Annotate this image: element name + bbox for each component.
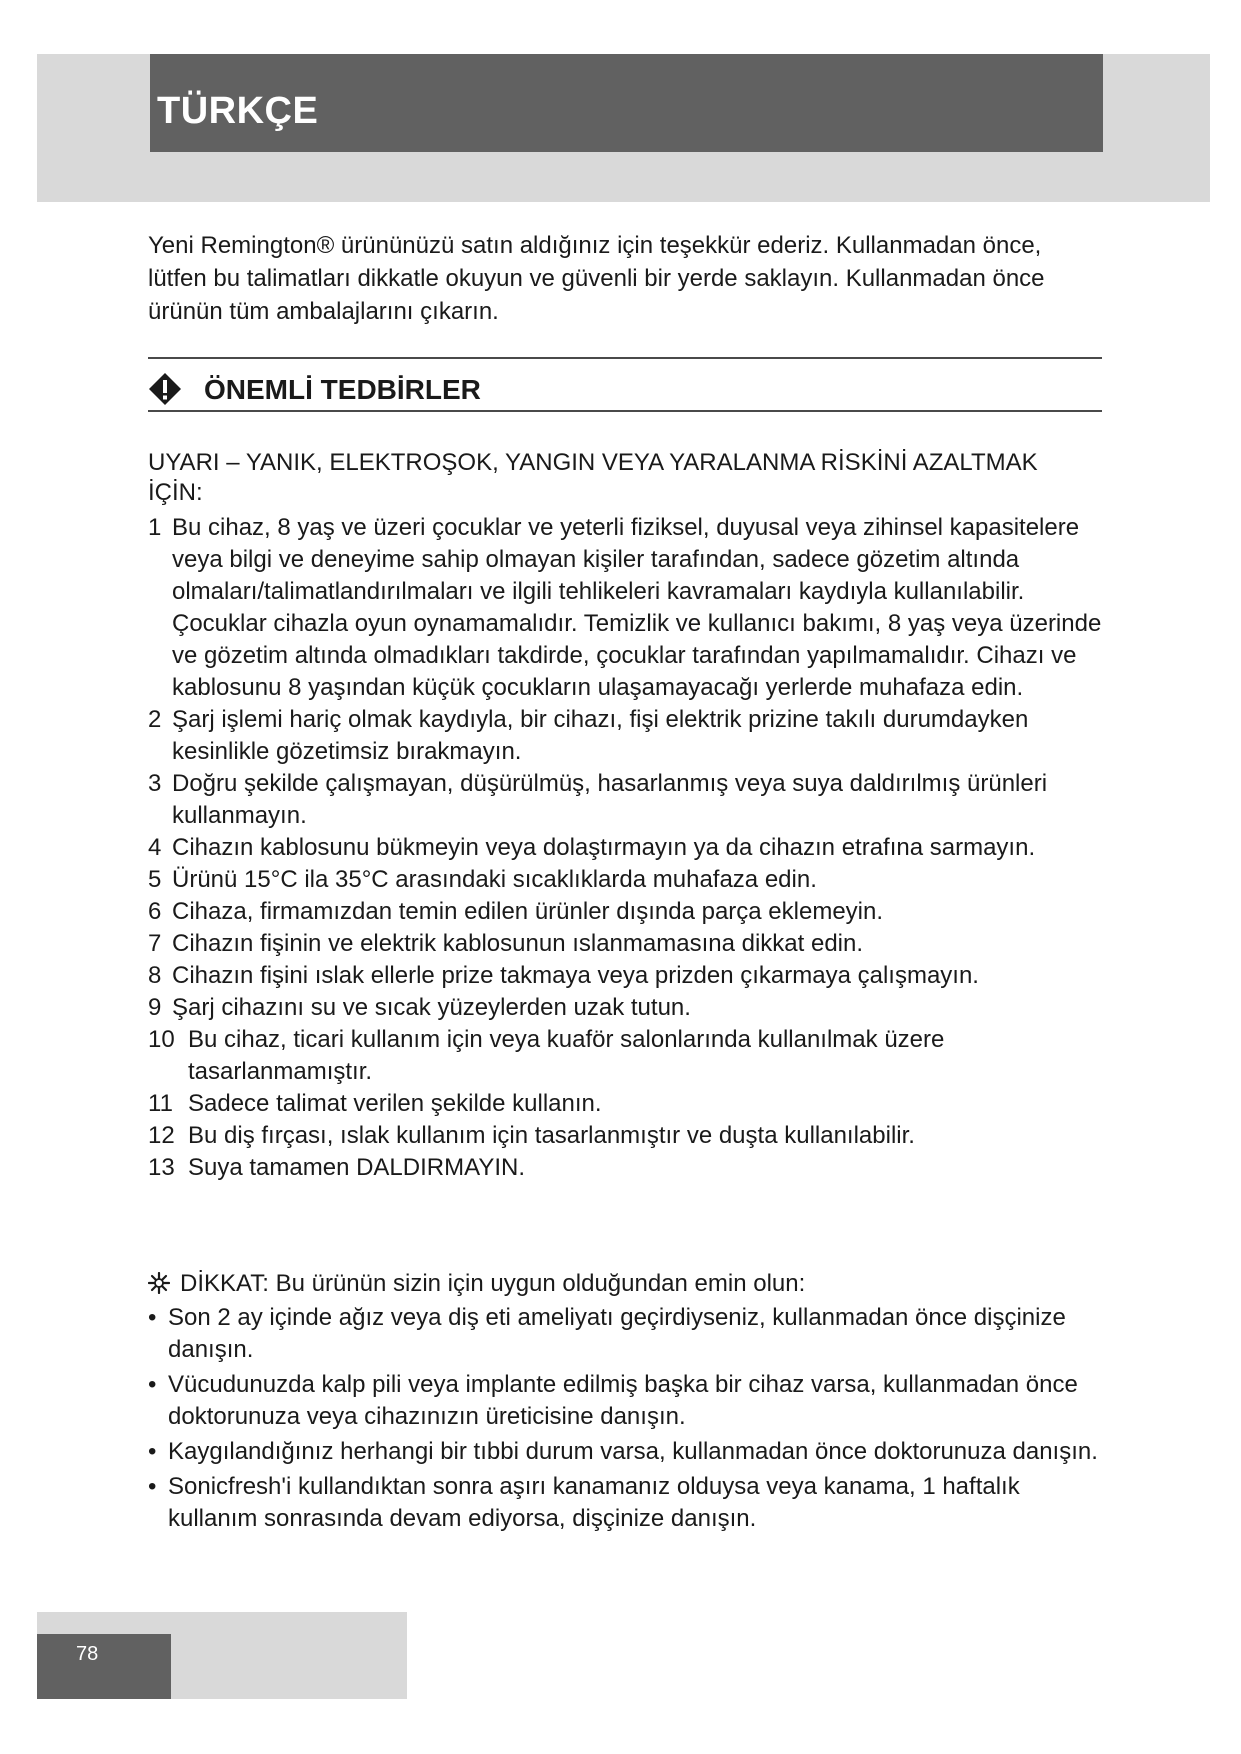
bullet-dot: • (148, 1473, 157, 1500)
bullet-dot: • (148, 1304, 157, 1331)
item-text: Suya tamamen DALDIRMAYIN. (188, 1154, 525, 1181)
bullet-dot: • (148, 1371, 157, 1398)
list-item (148, 512, 1108, 704)
item-text: Doğru şekilde çalışmayan, düşürülmüş, hasarlanmış veya suya daldırılmış ürünleri kullanmayın. (172, 770, 1048, 829)
intro-paragraph: Yeni Remington® ürününüzü satın aldığınız için teşekkür ederiz. Kullanmadan önce, lütfen bu talimatları dikkatle okuyun ve güvenli bir yerde saklayın. Kullanmadan önce ürünün tüm ambalajlarını çıkarın. (148, 232, 1045, 325)
list-item (148, 832, 1108, 864)
item-number: 2 (148, 706, 162, 733)
item-number: 13 (148, 1154, 175, 1181)
list-item (148, 1088, 1108, 1120)
item-number: 9 (148, 994, 162, 1021)
item-number: 5 (148, 866, 162, 893)
bullet-item (148, 1302, 1108, 1366)
warning-heading: UYARI – YANIK, ELEKTROŞOK, YANGIN VEYA YARALANMA RİSKİNİ AZALTMAK İÇİN: (148, 449, 1038, 506)
caution-star-icon (148, 1272, 170, 1294)
item-text: Şarj cihazını su ve sıcak yüzeylerden uzak tutun. (172, 994, 691, 1021)
item-text: Cihazın fişinin ve elektrik kablosunun ıslanmamasına dikkat edin. (172, 930, 864, 957)
list-item (148, 1024, 1108, 1088)
bullet-text: Vücudunuzda kalp pili veya implante edilmiş başka bir cihaz varsa, kullanmadan önce doktorunuza veya cihazınızın üreticisine danışın. (168, 1371, 1078, 1430)
list-item (148, 896, 1108, 928)
item-text: Bu diş fırçası, ıslak kullanım için tasarlanmıştır ve duşta kullanılabilir. (188, 1122, 915, 1149)
language-title: TÜRKÇE (157, 90, 319, 132)
item-number: 1 (148, 514, 162, 541)
section-rule-bottom (148, 410, 1102, 412)
precautions-list (148, 512, 1108, 1184)
bullet-item (148, 1436, 1108, 1468)
section-title: ÖNEMLİ TEDBİRLER (204, 374, 481, 405)
list-item (148, 768, 1108, 832)
list-item (148, 960, 1108, 992)
list-item (148, 864, 1108, 896)
list-item (148, 1120, 1108, 1152)
item-text: Şarj işlemi hariç olmak kaydıyla, bir cihazı, fişi elektrik prizine takılı durumdayken kesinlikle gözetimsiz bırakmayın. (172, 706, 1029, 765)
page-number: 78 (76, 1643, 99, 1665)
caution-text: DİKKAT: Bu ürünün sizin için uygun olduğundan emin olun: (180, 1270, 806, 1297)
footer-box (37, 1634, 171, 1699)
list-item (148, 928, 1108, 960)
item-text: Bu cihaz, ticari kullanım için veya kuaför salonlarında kullanılmak üzere tasarlanmamıştır. (188, 1026, 945, 1085)
item-text: Cihaza, firmamızdan temin edilen ürünler dışında parça eklemeyin. (172, 898, 884, 925)
list-item (148, 1152, 1108, 1184)
warning-diamond-icon (148, 372, 182, 406)
item-text: Cihazın kablosunu bükmeyin veya dolaştırmayın ya da cihazın etrafına sarmayın. (172, 834, 1036, 861)
section-rule-top (148, 357, 1102, 359)
bullet-item (148, 1369, 1108, 1433)
item-text: Cihazın fişini ıslak ellerle prize takmaya veya prizden çıkarmaya çalışmayın. (172, 962, 979, 989)
bullet-text: Sonicfresh'i kullandıktan sonra aşırı kanamanız olduysa veya kanama, 1 haftalık kullanım sonrasında devam ediyorsa, dişçinize danışın. (168, 1473, 1020, 1532)
list-item (148, 704, 1108, 768)
item-text: Ürünü 15°C ila 35°C arasındaki sıcaklıklarda muhafaza edin. (172, 866, 817, 893)
item-text: Sadece talimat verilen şekilde kullanın. (188, 1090, 602, 1117)
bullet-item (148, 1471, 1108, 1535)
item-number: 8 (148, 962, 162, 989)
bullet-dot: • (148, 1438, 157, 1465)
caution-bullets (148, 1302, 1108, 1538)
item-number: 6 (148, 898, 162, 925)
item-text: Bu cihaz, 8 yaş ve üzeri çocuklar ve yeterli fiziksel, duyusal veya zihinsel kapasitelere veya bilgi ve deneyime sahip olmayan kişiler tarafından, sadece gözetim altında olmaları/talimatlandırılmaları ve ilgili tehlikeleri kavramaları kaydıyla kullanılabilir. Çocuklar cihazla oyun oynamamalıdır. Temizlik ve kullanıcı bakımı, 8 yaş veya üzerinde ve gözetim altında olmadıkları takdirde, çocuklar tarafından yapılmamalıdır. Cihazı ve kablosunu 8 yaşından küçük çocukların ulaşamayacağı yerlerde muhafaza edin. (172, 514, 1102, 701)
bullet-text: Kaygılandığınız herhangi bir tıbbi durum varsa, kullanmadan önce doktorunuza danışın. (168, 1438, 1098, 1465)
caution-line (148, 1268, 1108, 1300)
item-number: 4 (148, 834, 162, 861)
item-number: 11 (148, 1090, 173, 1117)
bullet-text: Son 2 ay içinde ağız veya diş eti ameliyatı geçirdiyseniz, kullanmadan önce dişçinize danışın. (168, 1304, 1066, 1363)
item-number: 7 (148, 930, 162, 957)
item-number: 3 (148, 770, 162, 797)
item-number: 10 (148, 1026, 175, 1053)
item-number: 12 (148, 1122, 175, 1149)
list-item (148, 992, 1108, 1024)
